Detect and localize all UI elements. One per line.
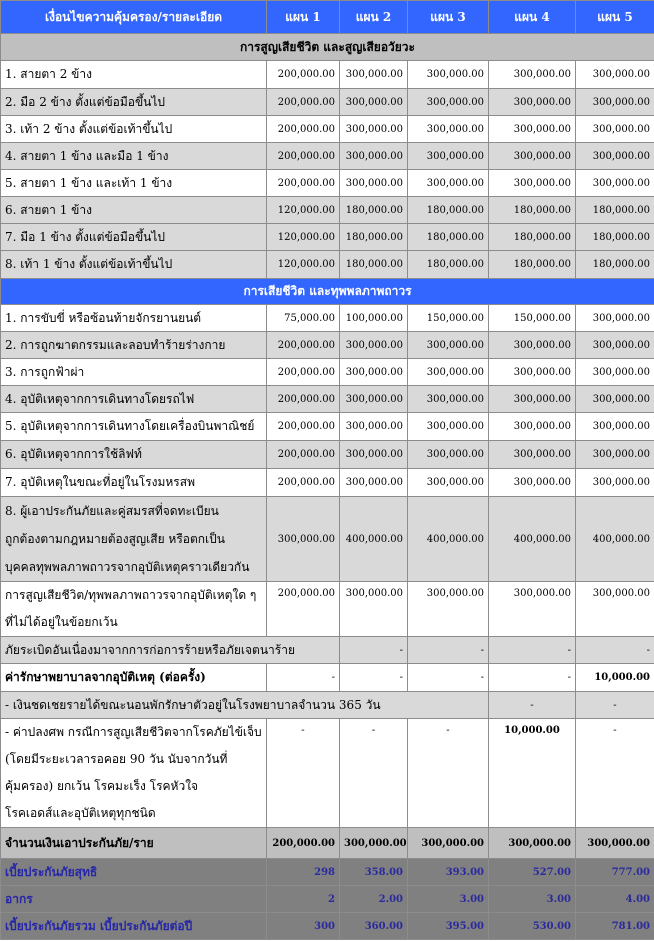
cell-plan-1: 200,000.00 <box>267 582 340 637</box>
cell-plan-1: 120,000.00 <box>267 197 340 224</box>
header-plan-3: แผน 3 <box>408 1 489 34</box>
row-label: 5. สายตา 1 ข้าง และเท้า 1 ข้าง <box>1 170 267 197</box>
cell-plan-1: 200,000.00 <box>267 61 340 89</box>
row-label: 7. มือ 1 ข้าง ตั้งแต่ข้อมือขึ้นไป <box>1 224 267 251</box>
cell-plan-5: 180,000.00 <box>576 197 654 224</box>
table-row <box>1 116 654 143</box>
table-row <box>1 332 654 359</box>
row-label: 1. การขับขี่ หรือซ้อนท้ายจักรยานยนต์ <box>1 305 267 332</box>
cell-plan-5: 300,000.00 <box>576 828 654 859</box>
cell-plan-2: - <box>340 637 408 664</box>
row-label-line: คุ้มครอง) ยกเว้น โรคมะเร็ง โรคหัวใจ <box>5 779 199 793</box>
cell-plan-1: 200,000.00 <box>267 469 340 497</box>
row-label-line: บุคคลทุพพลภาพถาวรจากอุบัติเหตุคราวเดียวกัน <box>5 560 250 574</box>
row-label: ค่ารักษาพยาบาลจากอุบัติเหตุ (ต่อครั้ง) <box>1 664 267 692</box>
table-row <box>1 143 654 170</box>
row-label-line: โรคเอดส์และอุบัติเหตุทุกชนิด <box>5 806 156 820</box>
table-row-total-premium <box>1 913 654 940</box>
cell-plan-1: 200,000.00 <box>267 116 340 143</box>
cell-plan-1: 200,000.00 <box>267 386 340 413</box>
cell-plan-3: 300,000.00 <box>408 359 489 386</box>
cell-plan-5: 300,000.00 <box>576 305 654 332</box>
cell-plan-1: 2 <box>267 886 340 913</box>
section-header-death-and-disability <box>1 279 654 305</box>
cell-plan-2: 300,000.00 <box>340 61 408 89</box>
row-label: 3. การถูกฟ้าผ่า <box>1 359 267 386</box>
cell-plan-3: 300,000.00 <box>408 116 489 143</box>
table-row <box>1 305 654 332</box>
cell-plan-3: 300,000.00 <box>408 441 489 469</box>
cell-plan-5: 300,000.00 <box>576 359 654 386</box>
cell-plan-5: 10,000.00 <box>576 664 654 692</box>
cell-plan-2: 180,000.00 <box>340 251 408 279</box>
row-label-line: (โดยมีระยะเวลารอคอย 90 วัน นับจากวันที่ <box>5 752 228 766</box>
cell-plan-3: 150,000.00 <box>408 305 489 332</box>
cell-plan-3: 300,000.00 <box>408 413 489 441</box>
section-title: การสูญเสียชีวิต และสูญเสียอวัยวะ <box>1 34 654 61</box>
cell-plan-1: 300,000.00 <box>267 497 340 582</box>
cell-plan-1: 120,000.00 <box>267 251 340 279</box>
cell-plan-2: 358.00 <box>340 859 408 886</box>
table-row <box>1 61 654 89</box>
cell-plan-1: 200,000.00 <box>267 441 340 469</box>
table-row <box>1 224 654 251</box>
header-condition: เงื่อนไขความคุ้มครอง/รายละเอียด <box>1 1 267 34</box>
cell-plan-3: 3.00 <box>408 886 489 913</box>
row-label: 2. การถูกฆาตกรรมและลอบทำร้ายร่างกาย <box>1 332 267 359</box>
cell-plan-2: - <box>340 664 408 692</box>
cell-plan-4: 527.00 <box>489 859 576 886</box>
cell-plan-3: 300,000.00 <box>408 828 489 859</box>
table-row-hospital-compensation <box>1 692 654 719</box>
row-label: เบี้ยประกันภัยรวม เบี้ยประกันภัยต่อปี <box>1 913 267 940</box>
table-row <box>1 386 654 413</box>
cell-plan-3: 300,000.00 <box>408 332 489 359</box>
cell-plan-4: 3.00 <box>489 886 576 913</box>
cell-plan-4: - <box>489 637 576 664</box>
row-label: จำนวนเงินเอาประกันภัย/ราย <box>1 828 267 859</box>
cell-plan-2: 300,000.00 <box>340 386 408 413</box>
cell-plan-4: 300,000.00 <box>489 828 576 859</box>
table-row-stamp-duty <box>1 886 654 913</box>
cell-plan-5: 180,000.00 <box>576 224 654 251</box>
cell-plan-1: 200,000.00 <box>267 413 340 441</box>
header-plan-5: แผน 5 <box>576 1 654 34</box>
row-label: 2. มือ 2 ข้าง ตั้งแต่ข้อมือขึ้นไป <box>1 89 267 116</box>
table-row <box>1 469 654 497</box>
cell-plan-3: - <box>408 664 489 692</box>
table-row-any-accident <box>1 582 654 637</box>
cell-plan-5: 300,000.00 <box>576 469 654 497</box>
cell-plan-5: 300,000.00 <box>576 386 654 413</box>
cell-plan-4: 300,000.00 <box>489 413 576 441</box>
cell-plan-5: 300,000.00 <box>576 61 654 89</box>
cell-plan-1: 200,000.00 <box>267 828 340 859</box>
cell-plan-2: 300,000.00 <box>340 413 408 441</box>
row-label-line: การสูญเสียชีวิต/ทุพพลภาพถาวรจากอุบัติเหตุใด ๆ <box>5 588 257 602</box>
table-row-couple-coverage <box>1 497 654 582</box>
cell-plan-3: 180,000.00 <box>408 197 489 224</box>
cell-plan-4: 300,000.00 <box>489 116 576 143</box>
row-label: 4. อุบัติเหตุจากการเดินทางโดยรถไฟ <box>1 386 267 413</box>
cell-plan-3: 400,000.00 <box>408 497 489 582</box>
cell-plan-1: 200,000.00 <box>267 170 340 197</box>
cell-plan-4: 180,000.00 <box>489 224 576 251</box>
cell-plan-4: 300,000.00 <box>489 61 576 89</box>
cell-plan-3: 300,000.00 <box>408 170 489 197</box>
cell-plan-2: 300,000.00 <box>340 170 408 197</box>
cell-plan-4: 300,000.00 <box>489 170 576 197</box>
row-label: 6. อุบัติเหตุจากการใช้ลิฟท์ <box>1 441 267 469</box>
cell-plan-5: 4.00 <box>576 886 654 913</box>
cell-plan-1: 200,000.00 <box>267 143 340 170</box>
row-label: เบี้ยประกันภัยสุทธิ <box>1 859 267 886</box>
row-label: 1. สายตา 2 ข้าง <box>1 61 267 89</box>
cell-plan-2: 300,000.00 <box>340 116 408 143</box>
row-label: - เงินชดเชยรายได้ขณะนอนพักรักษาตัวอยู่ในโรงพยาบาลจำนวน 365 วัน <box>1 692 489 719</box>
cell-plan-2: 360.00 <box>340 913 408 940</box>
cell-plan-3: 180,000.00 <box>408 224 489 251</box>
cell-plan-5: - <box>576 692 654 719</box>
cell-plan-3: 393.00 <box>408 859 489 886</box>
cell-plan-4: 400,000.00 <box>489 497 576 582</box>
cell-plan-3: 395.00 <box>408 913 489 940</box>
cell-plan-2: 180,000.00 <box>340 197 408 224</box>
cell-plan-4: - <box>489 664 576 692</box>
cell-plan-2: 300,000.00 <box>340 143 408 170</box>
row-label: 7. อุบัติเหตุในขณะที่อยู่ในโรงมหรสพ <box>1 469 267 497</box>
table-row <box>1 170 654 197</box>
cell-plan-4: 300,000.00 <box>489 386 576 413</box>
cell-plan-2: 300,000.00 <box>340 469 408 497</box>
cell-plan-5: 300,000.00 <box>576 89 654 116</box>
cell-plan-3: - <box>408 637 489 664</box>
cell-plan-3: 300,000.00 <box>408 582 489 637</box>
cell-plan-3: 180,000.00 <box>408 251 489 279</box>
row-label-line: ที่ไม่ได้อยู่ในข้อยกเว้น <box>5 615 118 629</box>
cell-plan-2: 2.00 <box>340 886 408 913</box>
row-label: 5. อุบัติเหตุจากการเดินทางโดยเครื่องบินพาณิชย์ <box>1 413 267 441</box>
cell-plan-3: 300,000.00 <box>408 61 489 89</box>
cell-plan-4: 300,000.00 <box>489 143 576 170</box>
cell-plan-1: 300 <box>267 913 340 940</box>
cell-plan-2: 300,000.00 <box>340 441 408 469</box>
cell-plan-5: - <box>576 719 654 828</box>
cell-plan-5: 300,000.00 <box>576 170 654 197</box>
cell-plan-4: 150,000.00 <box>489 305 576 332</box>
cell-plan-1: 298 <box>267 859 340 886</box>
cell-plan-5: 777.00 <box>576 859 654 886</box>
cell-plan-1: - <box>267 664 340 692</box>
row-label: 3. เท้า 2 ข้าง ตั้งแต่ข้อเท้าขึ้นไป <box>1 116 267 143</box>
cell-plan-1: 200,000.00 <box>267 89 340 116</box>
table-row <box>1 441 654 469</box>
table-row-funeral <box>1 719 654 828</box>
cell-plan-5: 300,000.00 <box>576 413 654 441</box>
cell-plan-4: 300,000.00 <box>489 89 576 116</box>
row-label-line: 8. ผู้เอาประกันภัยและคู่สมรสที่จดทะเบียน <box>5 504 219 518</box>
cell-plan-3: 300,000.00 <box>408 469 489 497</box>
header-row <box>1 1 654 34</box>
cell-plan-3: 300,000.00 <box>408 386 489 413</box>
cell-plan-3: 300,000.00 <box>408 89 489 116</box>
section-header-loss-of-life-and-organs <box>1 34 654 61</box>
cell-plan-5: 400,000.00 <box>576 497 654 582</box>
cell-plan-4: 300,000.00 <box>489 359 576 386</box>
cell-plan-4: 300,000.00 <box>489 582 576 637</box>
row-label: 6. สายตา 1 ข้าง <box>1 197 267 224</box>
cell-plan-3: 300,000.00 <box>408 143 489 170</box>
table-row <box>1 359 654 386</box>
header-plan-2: แผน 2 <box>340 1 408 34</box>
row-label <box>1 582 267 637</box>
row-label <box>1 497 267 582</box>
table-row <box>1 197 654 224</box>
cell-plan-4: 10,000.00 <box>489 719 576 828</box>
row-label-line: ถูกต้องตามกฎหมายต้องสูญเสีย หรือตกเป็น <box>5 532 225 546</box>
cell-plan-5: 781.00 <box>576 913 654 940</box>
table-row <box>1 89 654 116</box>
cell-plan-2: 300,000.00 <box>340 828 408 859</box>
cell-plan-4: 180,000.00 <box>489 197 576 224</box>
cell-plan-2: 300,000.00 <box>340 89 408 116</box>
cell-plan-5: 180,000.00 <box>576 251 654 279</box>
table-row-net-premium <box>1 859 654 886</box>
row-label: อากร <box>1 886 267 913</box>
cell-plan-2: 300,000.00 <box>340 582 408 637</box>
header-plan-4: แผน 4 <box>489 1 576 34</box>
cell-plan-5: 300,000.00 <box>576 332 654 359</box>
cell-plan-3: - <box>408 719 489 828</box>
table-row-sum-insured <box>1 828 654 859</box>
cell-plan-2: 400,000.00 <box>340 497 408 582</box>
row-label-line: - ค่าปลงศพ กรณีการสูญเสียชีวิตจากโรคภัยไข้เจ็บ <box>5 725 262 739</box>
cell-plan-2: 300,000.00 <box>340 332 408 359</box>
table-row <box>1 413 654 441</box>
cell-plan-1: - <box>267 719 340 828</box>
row-label <box>1 719 267 828</box>
cell-plan-4: 300,000.00 <box>489 441 576 469</box>
cell-plan-1: 200,000.00 <box>267 359 340 386</box>
row-label: 4. สายตา 1 ข้าง และมือ 1 ข้าง <box>1 143 267 170</box>
cell-plan-4: 300,000.00 <box>489 332 576 359</box>
table-row-medical <box>1 664 654 692</box>
table-row <box>1 251 654 279</box>
cell-plan-5: 300,000.00 <box>576 143 654 170</box>
cell-plan-2: - <box>340 719 408 828</box>
cell-plan-5: - <box>576 637 654 664</box>
cell-plan-1: 75,000.00 <box>267 305 340 332</box>
table-row-terrorism <box>1 637 654 664</box>
cell-plan-5: 300,000.00 <box>576 441 654 469</box>
cell-plan-1: 120,000.00 <box>267 224 340 251</box>
cell-plan-5: 300,000.00 <box>576 116 654 143</box>
row-label: ภัยระเบิดอันเนื่องมาจากการก่อการร้ายหรือภัยเจตนาร้าย <box>1 637 340 664</box>
cell-plan-4: - <box>489 692 576 719</box>
cell-plan-1: 200,000.00 <box>267 332 340 359</box>
cell-plan-2: 180,000.00 <box>340 224 408 251</box>
section-title: การเสียชีวิต และทุพพลภาพถาวร <box>1 279 654 305</box>
cell-plan-4: 300,000.00 <box>489 469 576 497</box>
cell-plan-4: 180,000.00 <box>489 251 576 279</box>
cell-plan-2: 300,000.00 <box>340 359 408 386</box>
row-label: 8. เท้า 1 ข้าง ตั้งแต่ข้อเท้าขึ้นไป <box>1 251 267 279</box>
cell-plan-5: 300,000.00 <box>576 582 654 637</box>
cell-plan-2: 100,000.00 <box>340 305 408 332</box>
cell-plan-4: 530.00 <box>489 913 576 940</box>
header-plan-1: แผน 1 <box>267 1 340 34</box>
